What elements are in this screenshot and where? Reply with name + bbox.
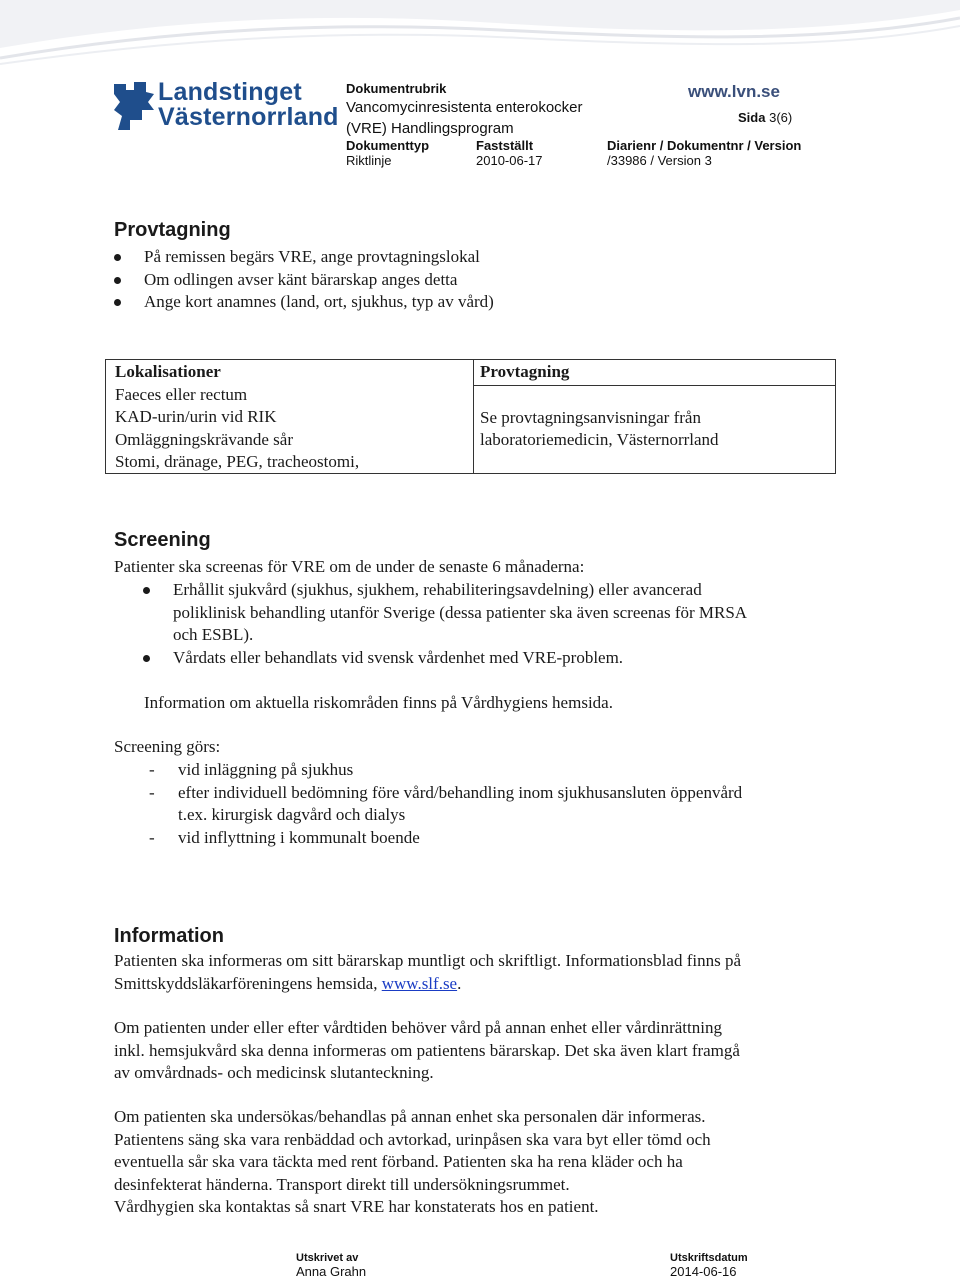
screening-criterion-line: Erhållit sjukvård (sjukhus, sjukhem, rehabiliteringsavdelning) eller avancerad — [173, 580, 702, 599]
provtagning-cell-line: laboratoriemedicin, Västernorrland — [480, 430, 719, 449]
doctype-label: Dokumenttyp — [346, 138, 430, 153]
screening-info: Information om aktuella riskområden finns på Vårdhygiens hemsida. — [144, 693, 613, 712]
provtagning-item: På remissen begärs VRE, ange provtagningslokal — [144, 246, 494, 269]
lokalisation-row: Faeces eller rectum — [115, 384, 248, 404]
screening-when-item — [149, 759, 858, 782]
established-value: 2010-06-17 — [476, 153, 543, 168]
screening-intro: Patienter ska screenas för VRE om de under de senaste 6 månaderna: — [114, 557, 585, 576]
screening-criterion-line: och ESBL). — [173, 625, 254, 644]
diarie-value: /33986 / Version 3 — [607, 153, 712, 168]
screening-gors-label: Screening görs: — [114, 737, 221, 756]
provtagning-cell-heading: Provtagning — [480, 362, 570, 381]
page-number — [738, 110, 792, 125]
paragraph-text: Smittskyddsläkarföreningens hemsida, — [114, 973, 382, 993]
information-paragraph-3 — [114, 1106, 854, 1219]
screening-heading: Screening — [114, 529, 211, 551]
lokalisation-row: Omläggningskrävande sår — [115, 429, 293, 449]
screening-criterion: Vårdats eller behandlats vid svensk vårdenhet med VRE-problem. — [173, 647, 853, 670]
paragraph-line: desinfekterat händerna. Transport direkt till undersökningsrummet. — [114, 1174, 570, 1194]
rubrik-label: Dokumentrubrik — [346, 81, 447, 96]
screening-when-text: t.ex. kirurgisk dagvård och dialys — [178, 805, 406, 824]
information-heading: Information — [114, 925, 224, 947]
screening-when-item — [149, 782, 858, 827]
provtagning-heading: Provtagning — [114, 219, 231, 241]
lokalisationer-cell — [115, 361, 359, 474]
provtagning-cell-line: Se provtagningsanvisningar från — [480, 407, 701, 427]
paragraph-text: . — [457, 973, 462, 993]
lokalisation-row: KAD-urin/urin vid RIK — [115, 407, 277, 426]
provtagning-cell — [480, 361, 830, 452]
print-date-value: 2014-06-16 — [670, 1264, 737, 1279]
provtagning-item: Om odlingen avser känt bärarskap anges detta — [144, 269, 494, 292]
dash-marker: - — [149, 760, 155, 779]
page-value: 3(6) — [769, 110, 793, 125]
document-title — [346, 97, 583, 139]
slf-website-link[interactable]: www.slf.se — [381, 973, 458, 993]
dash-marker: - — [149, 827, 155, 847]
logo-line-2: Västernorrland — [158, 103, 339, 131]
header-wave-decoration — [0, 0, 960, 70]
paragraph-line — [114, 973, 854, 996]
screening-when-text: vid inflyttning i kommunalt boende — [178, 827, 420, 847]
print-date-label: Utskriftsdatum — [670, 1252, 748, 1264]
lokalisation-row: Stomi, dränage, PEG, tracheostomi, — [115, 452, 360, 471]
paragraph-line: av omvårdnads- och medicinsk slutanteckning. — [114, 1063, 434, 1082]
screening-criteria-list — [173, 579, 853, 669]
information-paragraph-1 — [114, 950, 854, 995]
paragraph-line: Vårdhygien ska kontaktas så snart VRE har konstaterats hos en patient. — [114, 1197, 599, 1216]
paragraph-line: Patienten ska informeras om sitt bärarskap muntligt och skriftligt. Informationsblad finns på — [114, 951, 741, 970]
screening-criterion-line: poliklinisk behandling utanför Sverige (dessa patienter ska även screenas för MRSA — [173, 602, 748, 622]
sampling-table — [105, 359, 836, 474]
printed-by-label: Utskrivet av — [296, 1252, 359, 1264]
paragraph-line: Patientens säng ska vara renbäddad och avtorkad, urinpåsen ska vara byt eller tömd och — [114, 1129, 711, 1149]
provtagning-list — [144, 246, 494, 314]
screening-when-text: vid inläggning på sjukhus — [178, 760, 354, 779]
paragraph-line: inkl. hemsjukvård ska denna informeras om patientens bärarskap. Det ska även klart framgå — [114, 1040, 740, 1060]
screening-criterion — [173, 579, 853, 647]
paragraph-line: eventuella sår ska vara täckta med rent förband. Patienten ska ha rena kläder och ha — [114, 1152, 683, 1171]
document-title-line-2: (VRE) Handlingsprogram — [346, 120, 514, 137]
paragraph-line: Om patienten under eller efter vårdtiden behöver vård på annan enhet eller vårdinrättning — [114, 1018, 722, 1037]
paragraph-line: Om patienten ska undersökas/behandlas på annan enhet ska personalen där informeras. — [114, 1107, 706, 1126]
established-label: Fastställt — [476, 138, 534, 153]
diarie-label: Diarienr / Dokumentnr / Version — [607, 138, 802, 153]
table-divider — [473, 360, 474, 473]
screening-when-list — [149, 759, 858, 849]
logo-wordmark — [158, 80, 339, 130]
page-prefix: Sida — [738, 110, 766, 125]
dash-marker: - — [149, 782, 155, 802]
printed-by-value: Anna Grahn — [296, 1264, 367, 1279]
lokalisationer-heading: Lokalisationer — [115, 362, 221, 381]
landstinget-logo-icon — [112, 80, 156, 132]
provtagning-item: Ange kort anamnes (land, ort, sjukhus, typ av vård) — [144, 291, 494, 314]
doctype-value: Riktlinje — [346, 153, 392, 168]
screening-when-text: efter individuell bedömning före vård/behandling inom sjukhusansluten öppenvård — [178, 782, 743, 802]
information-paragraph-2 — [114, 1017, 854, 1085]
document-title-line-1: Vancomycinresistenta enterokocker — [346, 99, 583, 116]
screening-when-item — [149, 827, 858, 850]
site-url: www.lvn.se — [688, 82, 780, 101]
logo-line-1: Landstinget — [158, 78, 302, 106]
